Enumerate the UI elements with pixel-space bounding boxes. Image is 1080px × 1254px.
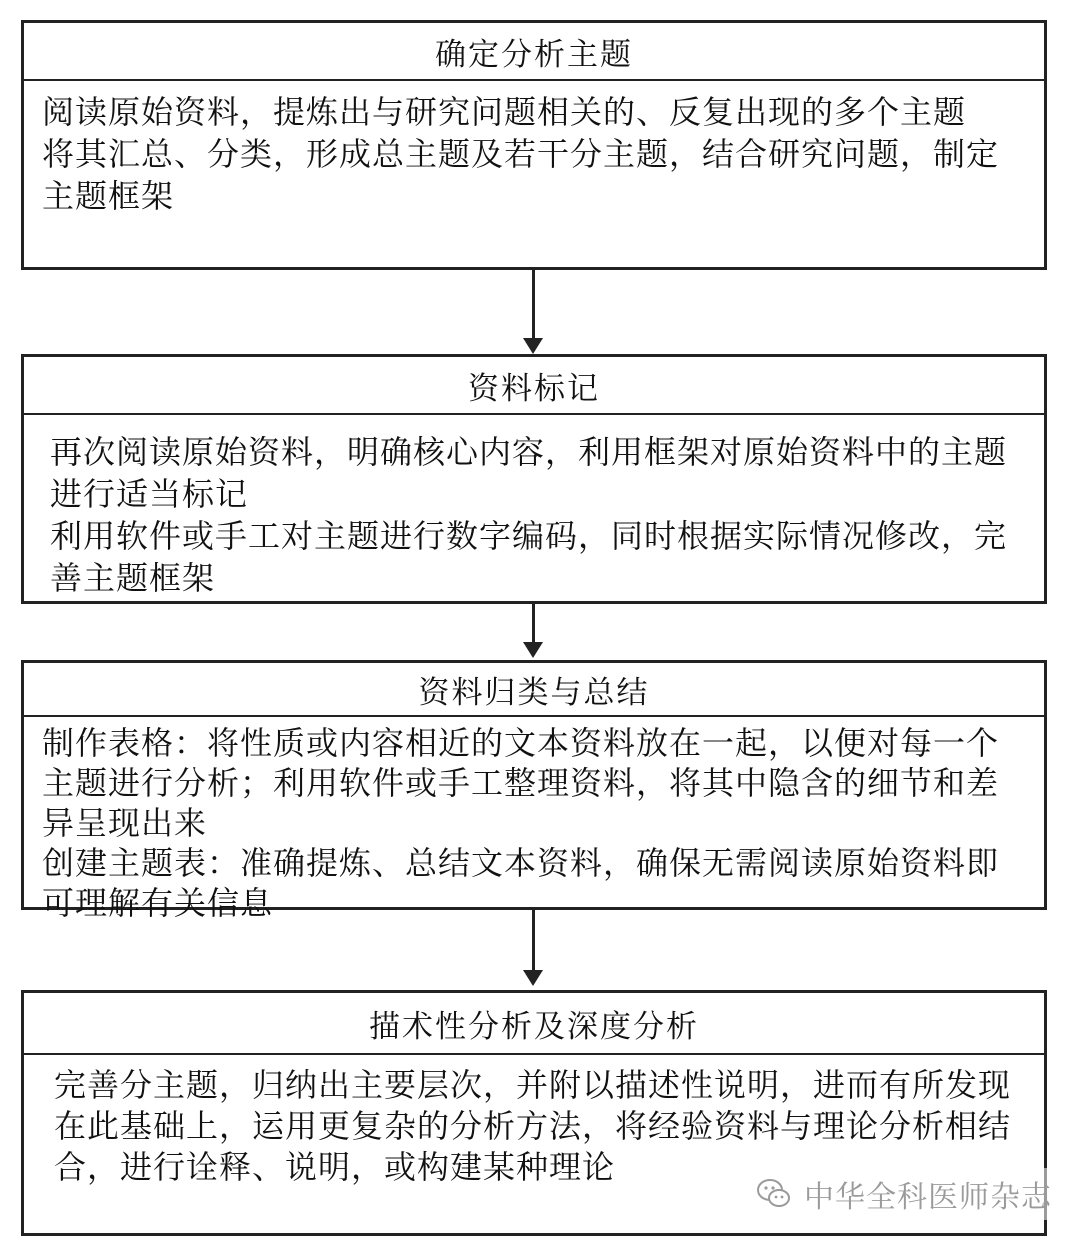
step-body-2 — [24, 415, 1044, 599]
step-title-3: 资料归类与总结 — [24, 663, 1044, 717]
step-1-paragraph-1: 阅读原始资料，提炼出与研究问题相关的、反复出现的多个主题 — [42, 93, 967, 131]
source-watermark — [744, 1168, 1062, 1220]
step-2-paragraph-2: 利用软件或手工对主题进行数字编码，同时根据实际情况修改，完善主题框架 — [50, 517, 1008, 597]
source-watermark-label: 中华全科医师杂志 — [804, 1180, 1052, 1215]
step-box-3 — [21, 660, 1047, 922]
step-body-1 — [24, 81, 1044, 217]
step-4-paragraph-2: 在此基础上，运用更复杂的分析方法，将经验资料与理论分析相结合，进行诠释、说明，或构建某种理论 — [54, 1107, 1012, 1186]
step-4-paragraph-1: 完善分主题，归纳出主要层次，并附以描述性说明，进而有所发现 — [54, 1066, 1012, 1104]
step-title-2: 资料标记 — [24, 357, 1044, 415]
step-body-3 — [24, 717, 1044, 923]
step-box-1 — [21, 20, 1047, 270]
wechat-icon — [754, 1174, 794, 1214]
step-1-paragraph-2: 将其汇总、分类，形成总主题及若干分主题，结合研究问题，制定主题框架 — [42, 135, 1000, 215]
step-title-4: 描术性分析及深度分析 — [24, 993, 1044, 1055]
step-title-1: 确定分析主题 — [24, 23, 1044, 81]
step-3-paragraph-2: 创建主题表：准确提炼、总结文本资料，确保无需阅读原始资料即可理解有关信息 — [42, 844, 1000, 922]
step-box-2 — [21, 354, 1047, 604]
step-2-paragraph-1: 再次阅读原始资料，明确核心内容，利用框架对原始资料中的主题进行适当标记 — [50, 433, 1008, 513]
step-3-paragraph-1: 制作表格：将性质或内容相近的文本资料放在一起，以便对每一个主题进行分析；利用软件或手工整理资料，将其中隐含的细节和差异呈现出来 — [42, 724, 1000, 842]
